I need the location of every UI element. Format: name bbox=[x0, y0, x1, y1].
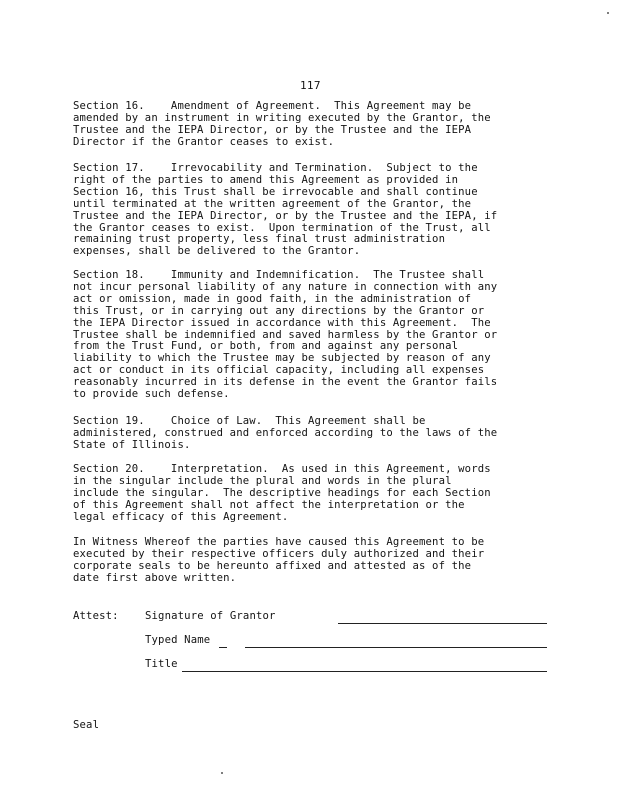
text-line: Trustee shall be indemnified and saved harmless by the Grantor or bbox=[73, 328, 498, 341]
text-line: Section 16, this Trust shall be irrevocable and shall continue bbox=[73, 185, 478, 198]
text-line: Section 19. Choice of Law. This Agreement shall be bbox=[73, 415, 426, 427]
text-line: not incur personal liability of any nature in connection with any bbox=[73, 280, 498, 293]
typed-name-tick bbox=[219, 647, 227, 648]
text-line: expenses, shall be delivered to the Grantor. bbox=[73, 245, 361, 258]
text-line: act or conduct in its official capacity, including all expenses bbox=[73, 364, 485, 377]
text-line: reasonably incurred in its defense in the event the Grantor fails bbox=[73, 376, 498, 389]
text-line: date first above written. bbox=[73, 571, 237, 584]
scan-speck bbox=[221, 772, 223, 774]
text-line: State of Illinois. bbox=[73, 438, 191, 451]
text-line: legal efficacy of this Agreement. bbox=[73, 510, 289, 523]
section-17-paragraph bbox=[73, 163, 553, 258]
text-line: corporate seals to be hereunto affixed and attested as of the bbox=[73, 559, 472, 572]
typed-name-label: Typed Name bbox=[145, 634, 211, 646]
text-line: to provide such defense. bbox=[73, 388, 230, 401]
text-line: In Witness Whereof the parties have caused this Agreement to be bbox=[73, 536, 485, 548]
section-19-paragraph bbox=[73, 416, 553, 452]
text-line: act or omission, made in good faith, in the administration of bbox=[73, 292, 472, 305]
text-line: Section 18. Immunity and Indemnification. The Trustee shall bbox=[73, 269, 485, 281]
text-line: Section 20. Interpretation. As used in this Agreement, words bbox=[73, 463, 491, 475]
text-line: liability to which the Trustee may be subjected by reason of any bbox=[73, 352, 491, 365]
title-line[interactable] bbox=[182, 671, 547, 672]
signature-of-grantor-line[interactable] bbox=[338, 623, 547, 624]
title-label: Title bbox=[145, 658, 178, 670]
scan-speck bbox=[607, 12, 609, 14]
seal-label: Seal bbox=[73, 719, 100, 731]
text-line: until terminated at the written agreement of the Grantor, the bbox=[73, 197, 472, 210]
text-line: from the Trust Fund, or both, from and against any personal bbox=[73, 340, 459, 353]
section-20-paragraph bbox=[73, 464, 553, 524]
text-line: include the singular. The descriptive headings for each Section bbox=[73, 486, 491, 499]
section-16-paragraph bbox=[73, 101, 553, 149]
text-line: Director if the Grantor ceases to exist. bbox=[73, 135, 335, 148]
typed-name-line[interactable] bbox=[245, 647, 547, 648]
text-line: Trustee and the IEPA Director, or by the Trustee and the IEPA, if bbox=[73, 209, 498, 222]
in-witness-paragraph bbox=[73, 537, 553, 585]
text-line: right of the parties to amend this Agreement as provided in bbox=[73, 173, 459, 186]
text-line: Section 16. Amendment of Agreement. This Agreement may be bbox=[73, 100, 472, 112]
text-line: Section 17. Irrevocability and Termination. Subject to the bbox=[73, 162, 478, 174]
text-line: in the singular include the plural and words in the plural bbox=[73, 474, 452, 487]
text-line: remaining trust property, less final trust administration bbox=[73, 233, 446, 246]
text-line: administered, construed and enforced according to the laws of the bbox=[73, 426, 498, 439]
text-line: the IEPA Director issued in accordance with this Agreement. The bbox=[73, 316, 491, 329]
signature-of-grantor-label: Signature of Grantor bbox=[145, 610, 276, 622]
attest-label: Attest: bbox=[73, 610, 119, 622]
text-line: Trustee and the IEPA Director, or by the Trustee and the IEPA bbox=[73, 123, 472, 136]
text-line: of this Agreement shall not affect the interpretation or the bbox=[73, 498, 465, 511]
text-line: amended by an instrument in writing executed by the Grantor, the bbox=[73, 111, 491, 124]
text-line: this Trust, or in carrying out any directions by the Grantor or bbox=[73, 304, 485, 317]
text-line: the Grantor ceases to exist. Upon termination of the Trust, all bbox=[73, 221, 491, 234]
text-line: executed by their respective officers duly authorized and their bbox=[73, 547, 485, 560]
page-number: 117 bbox=[300, 79, 321, 92]
section-18-paragraph bbox=[73, 270, 553, 401]
